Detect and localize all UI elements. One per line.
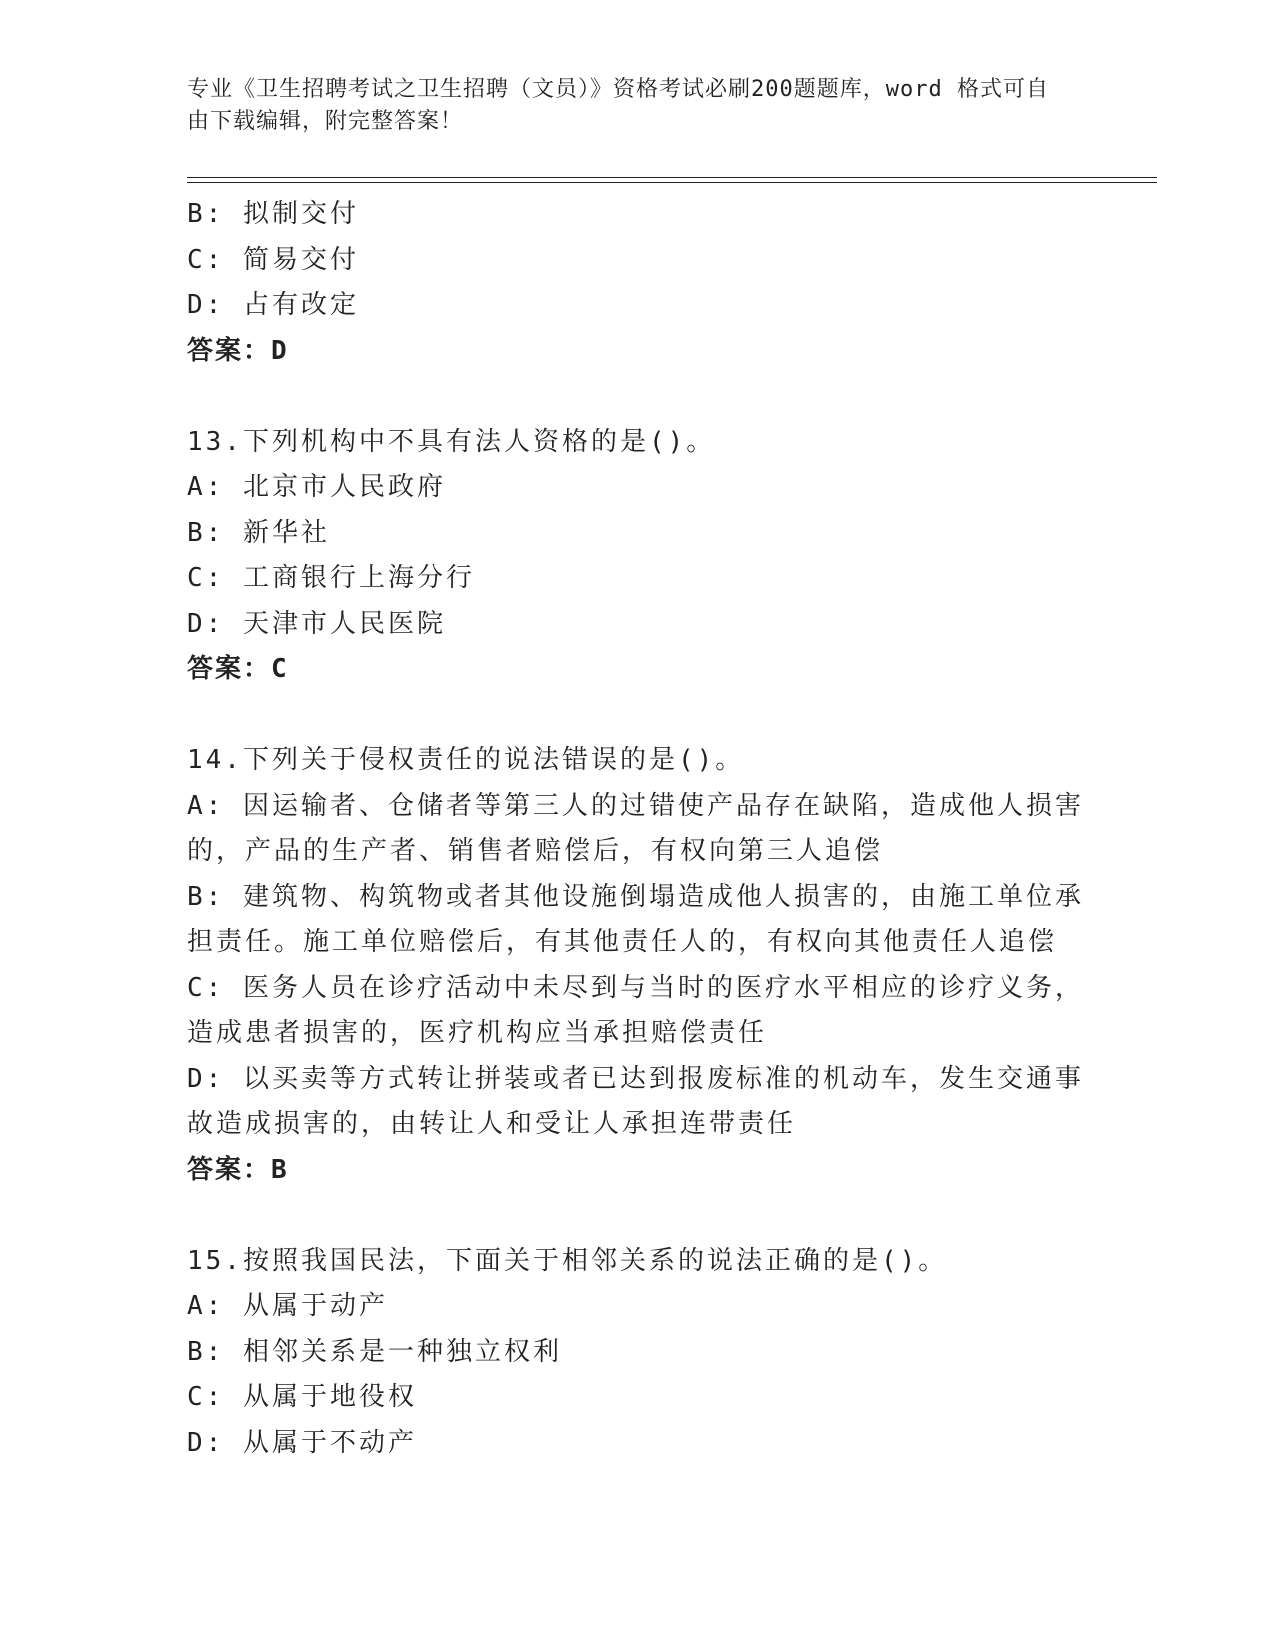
question-13-stem: 13.下列机构中不具有法人资格的是()。	[187, 426, 716, 457]
option-c: C: 简易交付	[187, 244, 359, 275]
question-14-stem: 14.下列关于侵权责任的说法错误的是()。	[187, 745, 745, 775]
question-content	[187, 192, 1087, 1466]
question-14-option-a: A: 因运输者、仓储者等第三人的过错使产品存在缺陷，造成他人损害的，产品的生产者、销售者赔偿后，有权向第三人追偿	[187, 790, 1084, 866]
spacer	[187, 374, 1087, 420]
option-d: D: 占有改定	[187, 290, 359, 320]
question-14-option-d: D: 以买卖等方式转让拼装或者已达到报废标准的机动车，发生交通事故造成损害的，由转让人和受让人承担连带责任	[187, 1063, 1084, 1139]
question-15-option-b: B: 相邻关系是一种独立权利	[187, 1336, 562, 1367]
question-13-option-a: A: 北京市人民政府	[187, 472, 446, 502]
question-15-option-c: C: 从属于地役权	[187, 1382, 417, 1412]
question-14-option-c: C: 医务人员在诊疗活动中未尽到与当时的医疗水平相应的诊疗义务，造成患者损害的，医疗机构应当承担赔偿责任	[187, 972, 1084, 1048]
header-divider-bottom	[187, 182, 1157, 183]
question-15-option-d: D: 从属于不动产	[187, 1427, 417, 1458]
option-b: B: 拟制交付	[187, 199, 359, 229]
question-15-option-a: A: 从属于动产	[187, 1291, 388, 1321]
question-13-option-b: B: 新华社	[187, 517, 330, 548]
question-15-stem: 15.按照我国民法，下面关于相邻关系的说法正确的是()。	[187, 1245, 948, 1276]
spacer	[187, 693, 1087, 739]
spacer	[187, 1193, 1087, 1239]
document-header: 专业《卫生招聘考试之卫生招聘（文员）》资格考试必刷200题题库，word 格式可自由下载编辑，附完整答案！	[187, 77, 1049, 134]
answer-label: 答案：D	[187, 335, 289, 366]
question-13-answer: 答案：C	[187, 654, 289, 684]
question-13-option-d: D: 天津市人民医院	[187, 608, 446, 639]
question-14-option-b: B: 建筑物、构筑物或者其他设施倒塌造成他人损害的，由施工单位承担责任。施工单位赔偿后，有其他责任人的，有权向其他责任人追偿	[187, 881, 1084, 957]
header-divider-top	[187, 177, 1157, 178]
question-14-answer: 答案：B	[187, 1154, 289, 1185]
question-13-option-c: C: 工商银行上海分行	[187, 563, 475, 593]
